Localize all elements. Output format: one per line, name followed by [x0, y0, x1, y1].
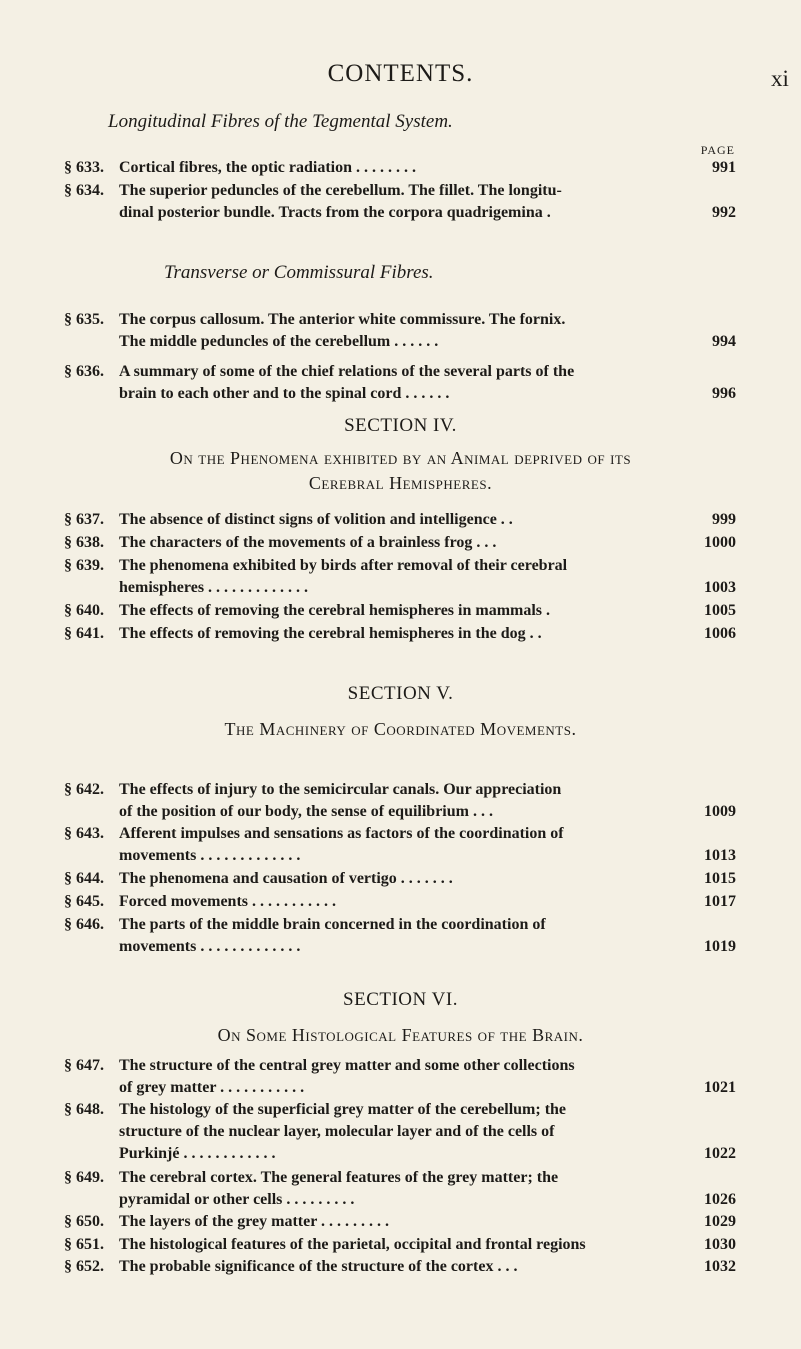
entry-text: of the position of our body, the sense of equilibrium . . .	[119, 803, 493, 820]
entry-number: § 646.	[64, 916, 104, 933]
toc-entry	[64, 309, 736, 353]
section-description-line: Cerebral Hemispheres.	[308, 473, 493, 493]
entry-text: movements . . . . . . . . . . . . .	[119, 938, 301, 955]
entry-number: § 644.	[64, 870, 104, 887]
entry-page: 1006	[704, 625, 736, 642]
section-description	[0, 717, 801, 742]
entry-page: 996	[712, 385, 736, 402]
toc-entry	[64, 1256, 736, 1278]
entry-number: § 645.	[64, 893, 104, 910]
entry-page: 1005	[704, 602, 736, 619]
entry-page: 1026	[704, 1191, 736, 1208]
entry-number: § 640.	[64, 602, 104, 619]
toc-entry	[64, 600, 736, 622]
entry-text: hemispheres . . . . . . . . . . . . .	[119, 579, 309, 596]
entry-text: pyramidal or other cells . . . . . . . . .	[119, 1191, 355, 1208]
entry-text: The absence of distinct signs of volition and intelligence . .	[119, 511, 513, 528]
entry-number: § 633.	[64, 159, 104, 176]
section-title: SECTION IV.	[344, 415, 457, 436]
entry-number: § 639.	[64, 557, 104, 574]
entry-text: movements . . . . . . . . . . . . .	[119, 847, 301, 864]
entry-page: 992	[712, 204, 736, 221]
running-head: CONTENTS.	[327, 60, 474, 87]
entry-number: § 652.	[64, 1258, 104, 1275]
section-description-line: On Some Histological Features of the Brain.	[217, 1025, 584, 1045]
entry-page: 1013	[704, 847, 736, 864]
toc-entry	[64, 555, 736, 599]
entry-text: The middle peduncles of the cerebellum . . . . . .	[119, 333, 439, 350]
entry-number: § 636.	[64, 363, 104, 380]
entry-text: The effects of removing the cerebral hemispheres in mammals .	[119, 602, 551, 619]
toc-entry	[64, 157, 736, 179]
section-description	[0, 1023, 801, 1048]
entry-text: The structure of the central grey matter and some other collections	[119, 1057, 575, 1074]
entry-text: structure of the nuclear layer, molecular layer and of the cells of	[119, 1123, 555, 1140]
entry-page: 1029	[704, 1213, 736, 1230]
toc-entry	[64, 1234, 736, 1256]
entry-page: 1030	[704, 1236, 736, 1253]
entry-page: 1017	[704, 893, 736, 910]
entry-text: The characters of the movements of a brainless frog . . .	[119, 534, 497, 551]
entry-page: 991	[712, 159, 736, 176]
toc-entry	[64, 1211, 736, 1233]
page-column-label: PAGE	[700, 143, 735, 157]
entry-page: 994	[712, 333, 736, 350]
entry-text: The superior peduncles of the cerebellum. The fillet. The longitu-	[119, 182, 562, 199]
toc-entry	[64, 623, 736, 645]
toc-entry	[64, 509, 736, 531]
entry-page: 1003	[704, 579, 736, 596]
entry-number: § 650.	[64, 1213, 104, 1230]
section-description	[0, 446, 801, 496]
entry-number: § 638.	[64, 534, 104, 551]
entry-number: § 643.	[64, 825, 104, 842]
entry-text: The effects of removing the cerebral hemispheres in the dog . .	[119, 625, 542, 642]
subsection-heading: Longitudinal Fibres of the Tegmental System.	[108, 111, 453, 132]
entry-text: The cerebral cortex. The general features of the grey matter; the	[119, 1169, 559, 1186]
toc-entry	[64, 779, 736, 823]
section-description-line: The Machinery of Coordinated Movements.	[224, 719, 577, 739]
entry-page: 1015	[704, 870, 736, 887]
toc-entry	[64, 1099, 736, 1165]
page-number: xi	[771, 66, 789, 91]
toc-entry	[64, 180, 736, 224]
entry-number: § 648.	[64, 1101, 104, 1118]
entry-text: The corpus callosum. The anterior white commissure. The fornix.	[119, 311, 566, 328]
entry-text: Purkinjé . . . . . . . . . . . .	[119, 1145, 276, 1162]
entry-number: § 647.	[64, 1057, 104, 1074]
toc-entry	[64, 1055, 736, 1099]
entry-number: § 634.	[64, 182, 104, 199]
toc-entry	[64, 914, 736, 958]
entry-page: 1021	[704, 1079, 736, 1096]
entry-text: dinal posterior bundle. Tracts from the corpora quadrigemina .	[119, 204, 551, 221]
entry-text: Forced movements . . . . . . . . . . .	[119, 893, 336, 910]
entry-number: § 641.	[64, 625, 104, 642]
section-title: SECTION VI.	[343, 989, 458, 1010]
section-title: SECTION V.	[347, 683, 454, 704]
entry-page: 1022	[704, 1145, 736, 1162]
entry-page: 1009	[704, 803, 736, 820]
entry-text: The layers of the grey matter . . . . . . . . .	[119, 1213, 390, 1230]
entry-text: The phenomena exhibited by birds after removal of their cerebral	[119, 557, 568, 574]
entry-number: § 637.	[64, 511, 104, 528]
entry-text: A summary of some of the chief relations of the several parts of the	[119, 363, 575, 380]
subsection-heading: Transverse or Commissural Fibres.	[164, 262, 434, 283]
toc-entry	[64, 361, 736, 405]
entry-text: The probable significance of the structure of the cortex . . .	[119, 1258, 518, 1275]
entry-page: 1000	[704, 534, 736, 551]
toc-entry	[64, 1167, 736, 1211]
entry-text: The histology of the superficial grey matter of the cerebellum; the	[119, 1101, 567, 1118]
entry-page: 1032	[704, 1258, 736, 1275]
entry-text: The phenomena and causation of vertigo . . . . . . .	[119, 870, 453, 887]
entry-number: § 651.	[64, 1236, 104, 1253]
entry-text: The parts of the middle brain concerned in the coordination of	[119, 916, 546, 933]
entry-number: § 642.	[64, 781, 104, 798]
entry-number: § 649.	[64, 1169, 104, 1186]
toc-entry	[64, 823, 736, 867]
entry-text: The histological features of the parietal, occipital and frontal regions	[119, 1236, 586, 1253]
entry-text: The effects of injury to the semicircular canals. Our appreciation	[119, 781, 562, 798]
entry-page: 999	[712, 511, 736, 528]
entry-text: Afferent impulses and sensations as factors of the coordination of	[119, 825, 564, 842]
entry-number: § 635.	[64, 311, 104, 328]
entry-page: 1019	[704, 938, 736, 955]
entry-text: Cortical fibres, the optic radiation . . . . . . . .	[119, 159, 417, 176]
toc-entry	[64, 868, 736, 890]
entry-text: brain to each other and to the spinal cord . . . . . .	[119, 385, 450, 402]
entry-text: of grey matter . . . . . . . . . . .	[119, 1079, 305, 1096]
toc-entry	[64, 532, 736, 554]
section-description-line: On the Phenomena exhibited by an Animal deprived of its	[169, 448, 632, 468]
toc-entry	[64, 891, 736, 913]
